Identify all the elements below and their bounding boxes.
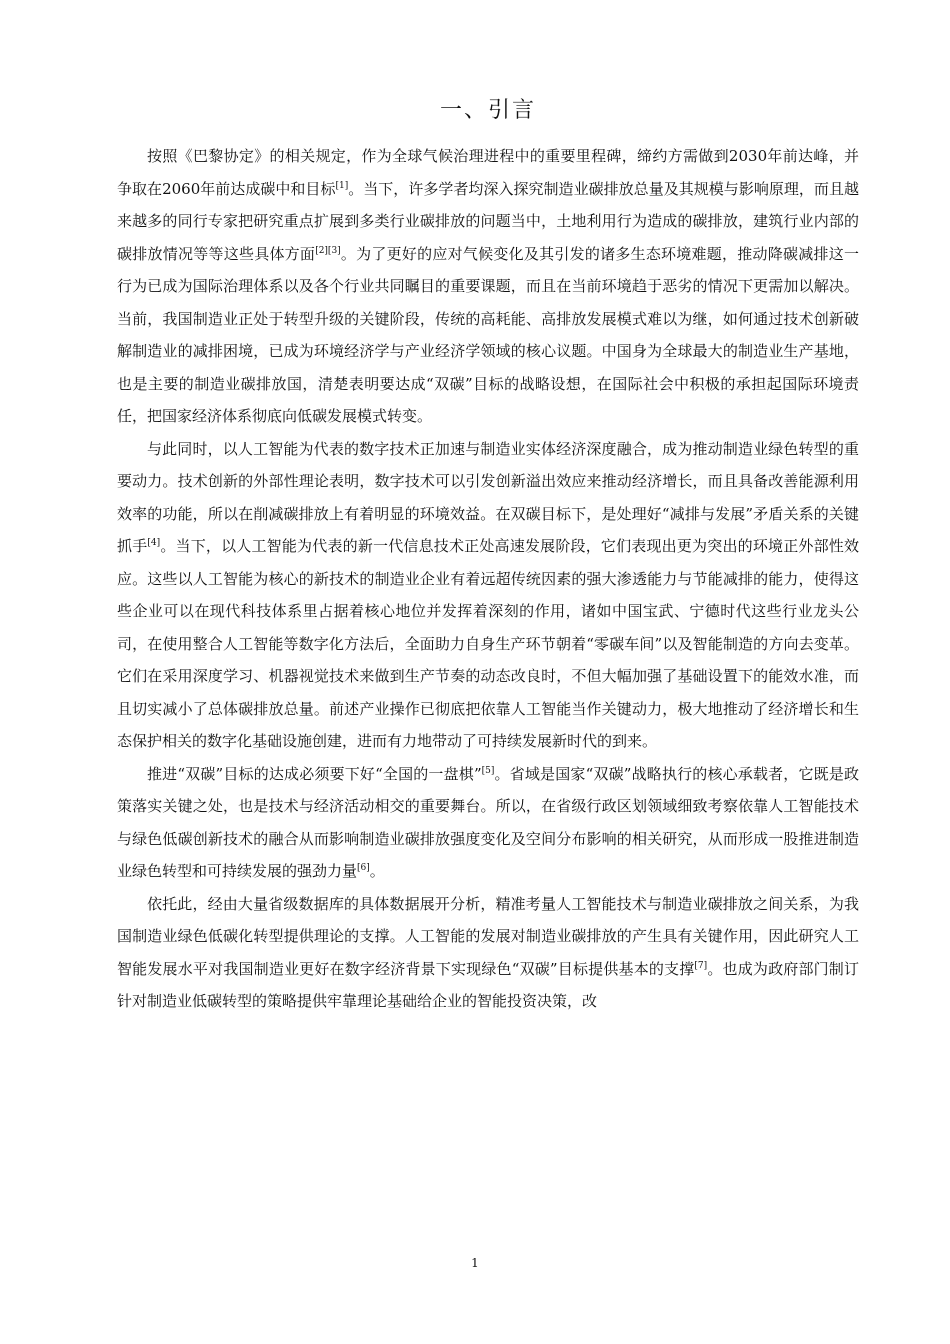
body-paragraph: [117, 758, 859, 888]
paragraph-text: 。为了更好的应对气候变化及其引发的诸多生态环境难题，推动降碳减排这一行为已成为国际治理体系以及各个行业共同瞩目的重要课题，而且在当前环境趋于恶劣的情况下更需加以解决。当前，我国制造业正处于转型升级的关键阶段，传统的高耗能、高排放发展模式难以为继，如何通过技术创新破解制造业的减排困境，已成为环境经济学与产业经济学领域的核心议题。中国身为全球最大的制造业生产基地，也是主要的制造业碳排放国，清楚表明要达成“双碳”目标的战略设想，在国际社会中积极的承担起国际环境责任，把国家经济体系彻底向低碳发展模式转变。: [117, 244, 859, 425]
paragraph-text: 与此同时，以人工智能为代表的数字技术正加速与制造业实体经济深度融合，成为推动制造业绿色转型的重要动力。技术创新的外部性理论表明，数字技术可以引发创新溢出效应来推动经济增长，而且具备改善能源利用效率的功能，所以在削减碳排放上有着明显的环境效益。在双碳目标下，是处理好“减排与发展”矛盾关系的关键抓手: [117, 439, 859, 555]
body-paragraph: [117, 888, 859, 1018]
citation-reference: [6]: [357, 863, 370, 873]
paragraph-text: 依托此，经由大量省级数据库的具体数据展开分析，精准考量人工智能技术与制造业碳排放之间关系，为我国制造业绿色低碳化转型提供理论的支撑。人工智能的发展对制造业碳排放的产生具有关键作用，因此研究人工智能发展水平对我国制造业更好在数字经济背景下实现绿色“双碳”目标提供基本的支撑: [117, 894, 859, 978]
citation-reference: [2][3]: [315, 245, 341, 256]
paragraph-text: 。当下，以人工智能为代表的新一代信息技术正处高速发展阶段，它们表现出更为突出的环境正外部性效应。这些以人工智能为核心的新技术的制造业企业有着远超传统因素的强大渗透能力与节能减排的能力，使得这些企业可以在现代科技体系里占据着核心地位并发挥着深刻的作用，诸如中国宝武、宁德时代这些行业龙头公司，在使用整合人工智能等数字化方法后，全面助力自身生产环节朝着“零碳车间”以及智能制造的方向去变革。它们在采用深度学习、机器视觉技术来做到生产节奏的动态改良时，不但大幅加强了基础设置下的能效水准，而且切实减小了总体碳排放总量。前述产业操作已彻底把依靠人工智能当作关键动力，极大地推动了经济增长和生态保护相关的数字化基础设施创建，进而有力地带动了可持续发展新时代的到来。: [117, 537, 859, 750]
paragraph-text: 。当下，许多学者均深入探究制造业碳排放总量及其规模与影响原理，而且越来越多的同行专家把研究重点扩展到多类行业碳排放的问题当中，土地利用行为造成的碳排放，建筑行业内部的碳排放情况等等这些具体方面: [117, 179, 859, 263]
page-number: 1: [471, 1256, 479, 1270]
paragraph-text: 按照《巴黎协定》的相关规定，作为全球气候治理进程中的重要里程碑，缔约方需做到2030年前达峰，并争取在2060年前达成碳中和目标: [117, 147, 859, 198]
citation-reference: [7]: [694, 960, 708, 971]
body-paragraph: [117, 140, 859, 433]
body-text: [117, 140, 859, 1018]
paragraph-text: 。也成为政府部门制订针对制造业低碳转型的策略提供牢靠理论基础给企业的智能投资决策，改: [117, 959, 859, 1010]
section-title: 一、引言: [439, 98, 536, 123]
paragraph-text: 。: [369, 862, 385, 880]
citation-reference: [4]: [147, 538, 161, 548]
body-paragraph: [117, 433, 859, 758]
document-page: [117, 96, 859, 1018]
paragraph-text: 推进“双碳”目标的达成必须要下好“全国的一盘棋”: [147, 764, 482, 783]
citation-reference: [1]: [335, 180, 349, 191]
citation-reference: [5]: [481, 765, 495, 776]
paragraph-text: 。省域是国家“双碳”战略执行的核心承载者，它既是政策落实关键之处，也是技术与经济活动相交的重要舞台。所以，在省级行政区划领域细致考察依靠人工智能技术与绿色低碳创新技术的融合从而影响制造业碳排放强度变化及空间分布影响的相关研究，从而形成一股推进制造业绿色转型和可持续发展的强劲力量: [117, 764, 859, 880]
